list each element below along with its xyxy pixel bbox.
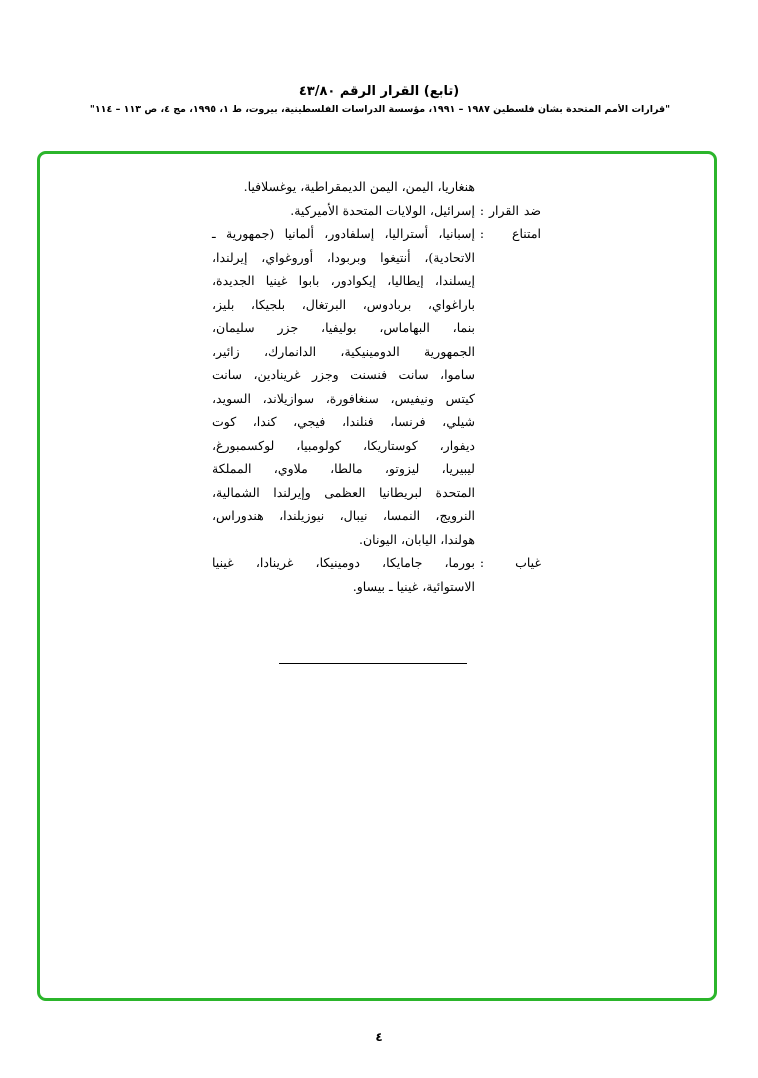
vote-absent [212, 551, 541, 598]
abstain-line: الاتحادية)، أنتيغوا وبربودا، أوروغواي، إيرلندا، [212, 249, 475, 265]
against-lines [212, 199, 475, 223]
absent-line: بورما، جامايكا، دومينيكا، غرينادا، غينيا [212, 555, 475, 570]
abstain-line: ليبيريا، ليزوتو، مالطا، ملاوي، المملكة [212, 461, 475, 476]
absent-colon: : [479, 555, 485, 570]
continuation-lines [212, 175, 475, 199]
against-label-cell [475, 199, 541, 223]
absent-line: الاستوائية، غينيا ـ بيساو. [352, 578, 475, 594]
absent-label-cell [475, 551, 541, 575]
abstain-line: إسبانيا، أستراليا، إسلفادور، ألمانيا (جمهورية ـ [212, 226, 475, 241]
abstain-label-cell [475, 222, 541, 246]
against-line: إسرائيل، الولايات المتحدة الأميركية. [290, 202, 475, 218]
absent-label: غياب [515, 555, 541, 570]
abstain-colon: : [479, 226, 485, 241]
abstain-line: إيسلندا، إيطاليا، إيكوادور، بابوا غينيا الجديدة، [212, 273, 475, 288]
vote-abstain [212, 222, 541, 551]
abstain-line: الجمهورية الدومينيكية، الدانمارك، زائير، [212, 343, 475, 359]
abstain-line: هولندا، اليابان، اليونان. [359, 531, 475, 547]
absent-lines [212, 551, 475, 598]
vote-against [212, 199, 541, 223]
page-number: ٤ [375, 1030, 383, 1044]
vote-list [212, 175, 541, 598]
vote-continuation [212, 175, 541, 199]
against-colon: : [479, 202, 485, 218]
against-label: ضد القرار [489, 202, 541, 218]
end-rule [279, 663, 467, 664]
abstain-line: النرويج، النمسا، نيبال، نيوزيلندا، هندوراس، [212, 508, 475, 523]
abstain-line: ديفوار، كوستاريكا، كولومبيا، لوكسمبورغ، [212, 437, 475, 453]
continuation-line: هنغاريا، اليمن، اليمن الديمقراطية، يوغسلافيا. [243, 179, 475, 194]
abstain-line: باراغواي، بربادوس، البرتغال، بلجيكا، بليز، [212, 296, 475, 312]
abstain-line: كيتس ونيفيس، سنغافورة، سوازيلاند، السويد، [212, 390, 475, 406]
abstain-lines [212, 222, 475, 551]
abstain-line: المتحدة لبريطانيا العظمى وإيرلندا الشمالية، [212, 484, 475, 500]
abstain-line: شيلي، فرنسا، فنلندا، فيجي، كندا، كوت [212, 414, 475, 429]
abstain-line: بنما، البهاماس، بوليفيا، جزر سليمان، [212, 320, 475, 335]
resolution-title: (تابع) القرار الرقم ٤٣/٨٠ [298, 84, 460, 99]
abstain-line: ساموا، سانت فنسنت وجزر غرينادين، سانت [212, 367, 475, 382]
abstain-label: امتناع [512, 226, 541, 241]
source-citation: "قرارات الأمم المتحدة بشأن فلسطين ١٩٨٧ – ١٩٩١، مؤسسة الدراسات الفلسطينية، بيروت، ط ١، ١٩٩٥، مج ٤، ص ١١٣ – ١١٤" [89, 104, 671, 115]
